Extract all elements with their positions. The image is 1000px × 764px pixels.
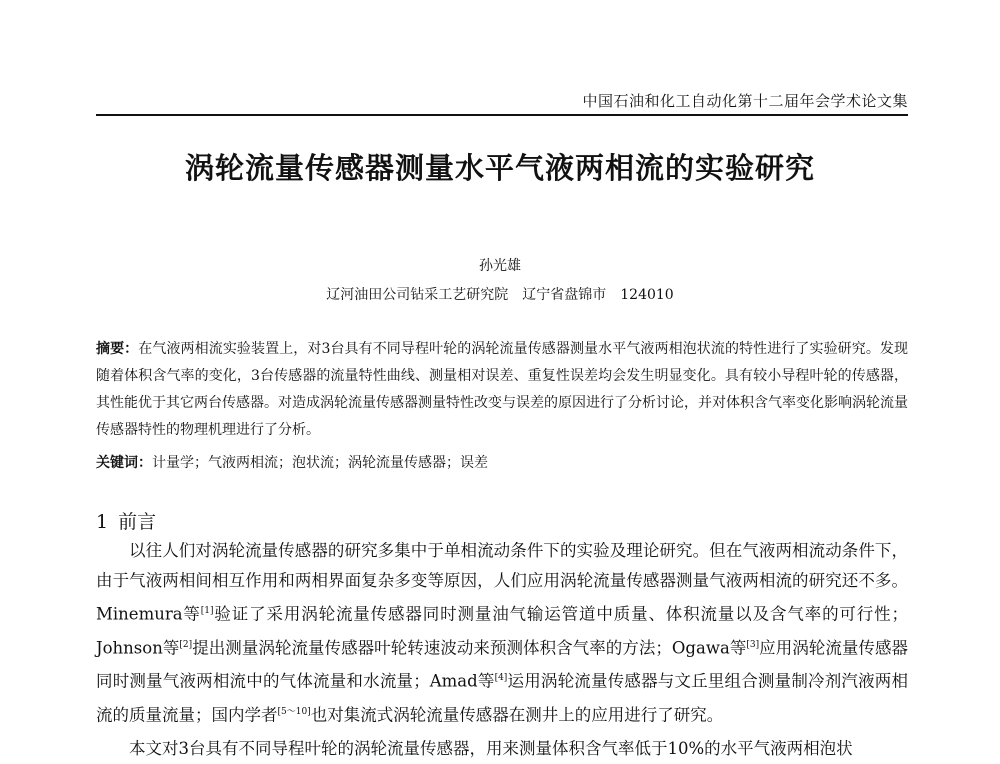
- keywords-label: 关键词：: [96, 455, 152, 471]
- abstract: [96, 336, 908, 444]
- intro-paragraph: [96, 536, 908, 730]
- citation-ref: [4]: [494, 673, 508, 683]
- citation-ref: [5～10]: [277, 706, 311, 717]
- keywords: [96, 452, 908, 472]
- running-header: 中国石油和化工自动化第十二届年会学术论文集: [582, 92, 908, 110]
- abstract-label: 摘要：: [96, 341, 139, 357]
- author-affiliation: 辽河油田公司钻采工艺研究院 辽宁省盘锦市 124010: [326, 287, 674, 303]
- citation-ref: [3]: [746, 639, 760, 650]
- author-name: 孙光雄: [479, 258, 521, 274]
- keywords-text: 计量学；气液两相流；泡状流；涡轮流量传感器；误差: [152, 455, 488, 471]
- citation-ref: [2]: [179, 639, 193, 650]
- intro-text-4: 应用涡轮流量传感器同时测量气液两相流中的气体流量和水流量；Amad等: [96, 638, 909, 691]
- intro-text-2: 验证了采用涡轮流量传感器同时测量油气输运管道中质量、体积流量以及含气率的可行性；Johnson等: [96, 604, 909, 657]
- intro-text-5: 运用涡轮流量传感器与文丘里组合测量制冷剂汽液两相流的质量流量；国内学者: [96, 671, 908, 724]
- intro-text-3: 提出测量涡轮流量传感器叶轮转速波动来预测体积含气率的方法；Ogawa等: [192, 638, 747, 657]
- header-rule: [96, 114, 908, 116]
- section-number: 1: [96, 511, 109, 533]
- intro-text-1: 以往人们对涡轮流量传感器的研究多集中于单相流动条件下的实验及理论研究。但在气液两相流动条件下，由于气液两相间相互作用和两相界面复杂多变等原因，人们应用涡轮流量传感器测量气液两相流的研究还不多。Minemura等: [96, 541, 908, 624]
- paper-title: 涡轮流量传感器测量水平气液两相流的实验研究: [184, 151, 815, 185]
- citation-ref: [1]: [200, 606, 214, 616]
- next-paragraph: 本文对3台具有不同导程叶轮的涡轮流量传感器，用来测量体积含气率低于10%的水平气液两相泡状: [129, 739, 853, 758]
- intro-text-6: 也对集流式涡轮流量传感器在测井上的应用进行了研究。: [310, 705, 724, 724]
- section-heading: [96, 507, 156, 534]
- abstract-text: 在气液两相流实验装置上，对3台具有不同导程叶轮的涡轮流量传感器测量水平气液两相泡状流的特性进行了实验研究。发现随着体积含气率的变化，3台传感器的流量特性曲线、测量相对误差、重复性误差均会发生明显变化。具有较小导程叶轮的传感器，其性能优于其它两台传感器。对造成涡轮流量传感器测量特性改变与误差的原因进行了分析讨论，并对体积含气率变化影响涡轮流量传感器特性的物理机理进行了分析。: [96, 341, 909, 438]
- section-title: 前言: [118, 511, 157, 533]
